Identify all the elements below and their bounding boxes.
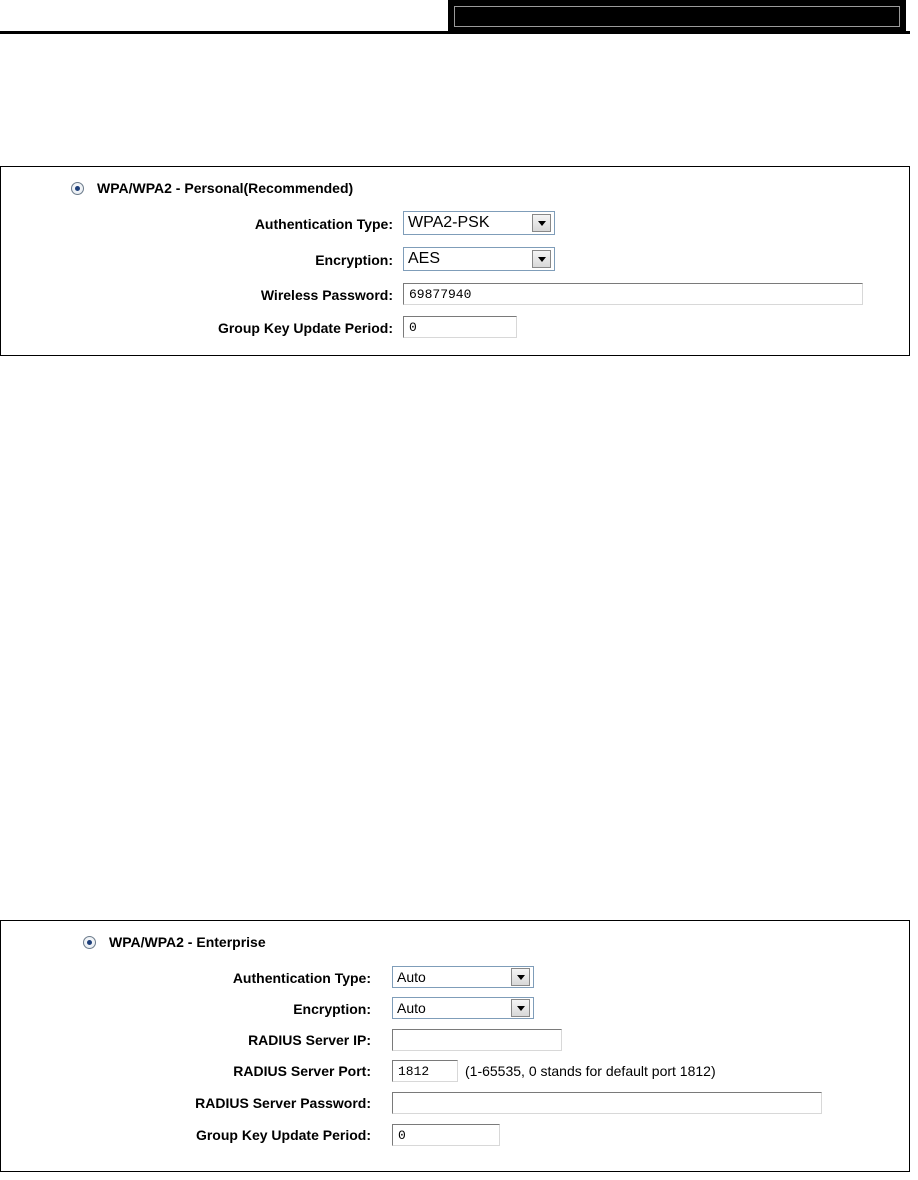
auth-type-label: Authentication Type: bbox=[254, 216, 393, 232]
encryption-value: AES bbox=[408, 250, 441, 267]
group-key-label: Group Key Update Period: bbox=[217, 320, 393, 336]
ent-group-key-label: Group Key Update Period: bbox=[195, 1127, 371, 1143]
radius-ip-label: RADIUS Server IP: bbox=[248, 1032, 371, 1048]
encryption-label: Encryption: bbox=[315, 252, 393, 268]
radius-port-input[interactable]: 1812 bbox=[392, 1060, 458, 1082]
ent-group-key-input[interactable]: 0 bbox=[392, 1124, 500, 1146]
ent-auth-type-select[interactable] bbox=[392, 966, 534, 988]
wireless-password-input[interactable]: 69877940 bbox=[403, 283, 863, 305]
radio-selected-icon[interactable] bbox=[71, 182, 84, 195]
chevron-down-icon[interactable] bbox=[511, 968, 530, 986]
ent-encryption-value: Auto bbox=[397, 1000, 426, 1016]
wpa-enterprise-panel bbox=[0, 920, 910, 1172]
wpa-enterprise-title: WPA/WPA2 - Enterprise bbox=[109, 934, 266, 950]
radius-password-label: RADIUS Server Password: bbox=[195, 1095, 371, 1111]
chevron-down-icon[interactable] bbox=[511, 999, 530, 1017]
encryption-select[interactable] bbox=[403, 247, 555, 271]
radius-port-hint: (1-65535, 0 stands for default port 1812) bbox=[465, 1063, 716, 1079]
chevron-down-icon[interactable] bbox=[532, 214, 551, 232]
wpa-enterprise-radio-row[interactable] bbox=[83, 934, 266, 950]
wpa-personal-panel bbox=[0, 166, 910, 356]
wireless-password-label: Wireless Password: bbox=[260, 287, 393, 303]
header-tab bbox=[448, 0, 906, 31]
auth-type-select[interactable] bbox=[403, 211, 555, 235]
auth-type-value: WPA2-PSK bbox=[408, 214, 490, 231]
wpa-personal-title: WPA/WPA2 - Personal(Recommended) bbox=[97, 180, 354, 196]
ent-auth-type-label: Authentication Type: bbox=[232, 970, 371, 986]
wpa-personal-radio-row[interactable] bbox=[71, 180, 353, 196]
radio-selected-icon[interactable] bbox=[83, 936, 96, 949]
radius-password-input[interactable] bbox=[392, 1092, 822, 1114]
header-rule bbox=[0, 31, 910, 34]
chevron-down-icon[interactable] bbox=[532, 250, 551, 268]
ent-encryption-select[interactable] bbox=[392, 997, 534, 1019]
ent-encryption-label: Encryption: bbox=[293, 1001, 371, 1017]
radius-port-label: RADIUS Server Port: bbox=[233, 1063, 371, 1079]
group-key-input[interactable]: 0 bbox=[403, 316, 517, 338]
ent-auth-type-value: Auto bbox=[397, 969, 426, 985]
radius-ip-input[interactable] bbox=[392, 1029, 562, 1051]
